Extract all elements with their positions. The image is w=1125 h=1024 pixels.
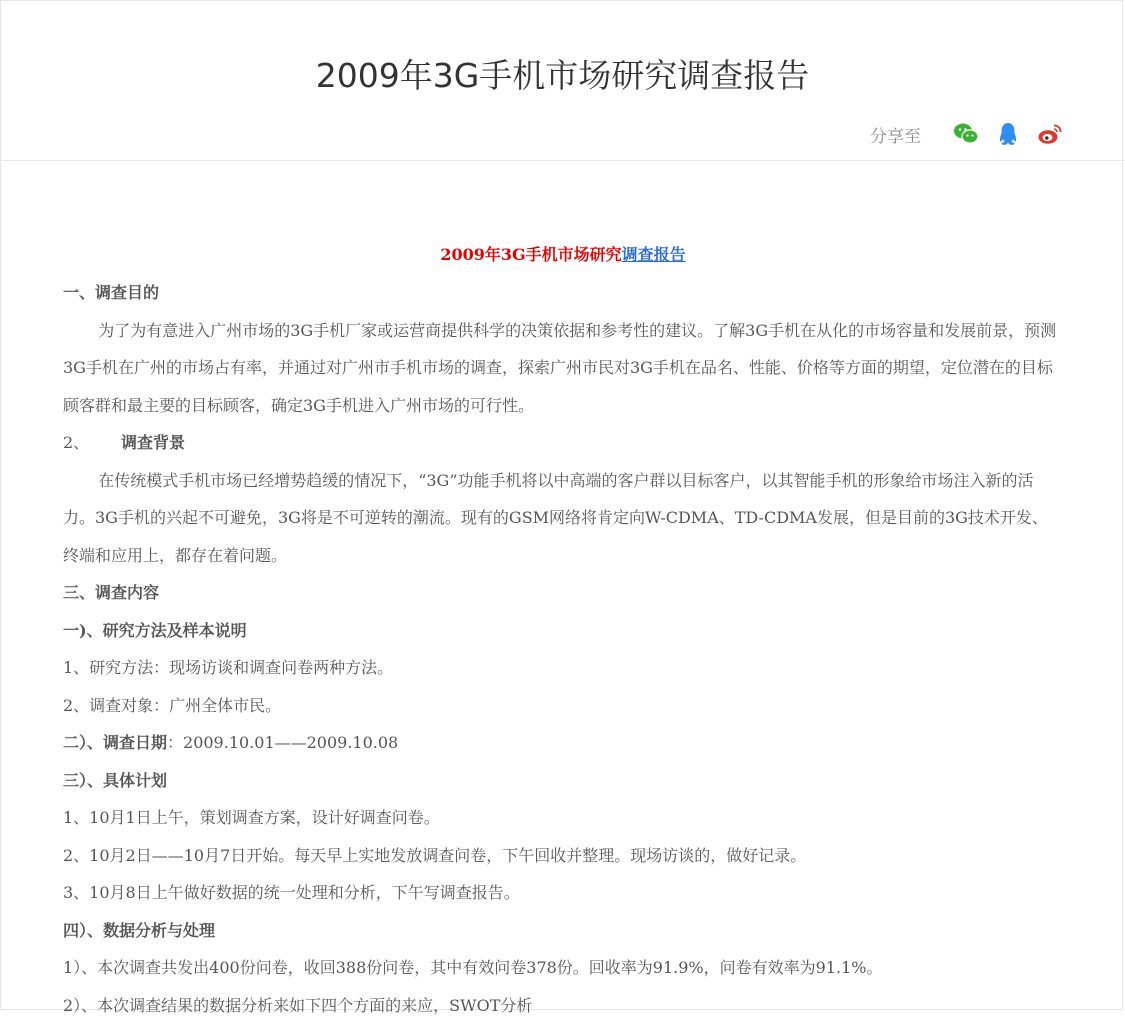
list-item: 2、调查对象：广州全体市民。: [63, 687, 1063, 725]
paragraph-background: 在传统模式手机市场已经增势趋缓的情况下，“3G”功能手机将以中高端的客户群以目标客户，以其智能手机的形象给市场注入新的活力。3G手机的兴起不可避免，3G将是不可逆转的潮流。现有的GSM网络将肯定向W-CDMA、TD-CDMA发展，但是目前的3G技术开发、终端和应用上，都存在着问题。: [63, 462, 1063, 575]
document-title-text: 2009年3G手机市场研究: [440, 245, 621, 264]
section-number: 2、: [63, 424, 121, 462]
section-heading-content: 三、调查内容: [63, 574, 1063, 612]
wechat-icon[interactable]: [953, 121, 979, 147]
page-title: 2009年3G手机市场研究调查报告: [0, 50, 1125, 97]
subheading-date-label: 二）、调查日期: [63, 733, 167, 752]
section-heading-text: 调查背景: [121, 433, 185, 452]
list-item: 2）、本次调查结果的数据分析来如下四个方面的来应，SWOT分析: [63, 987, 1063, 1024]
share-label: 分享至: [870, 122, 921, 147]
list-item: 1、10月1日上午，策划调查方案，设计好调查问卷。: [63, 799, 1063, 837]
subheading-method: 一)、研究方法及样本说明: [63, 612, 1063, 650]
page-header: [0, 0, 1125, 161]
list-item: 3、10月8日上午做好数据的统一处理和分析，下午写调查报告。: [63, 874, 1063, 912]
list-item: 1、研究方法：现场访谈和调查问卷两种方法。: [63, 649, 1063, 687]
document-title: [63, 236, 1063, 274]
list-item: 2、10月2日——10月7日开始。每天早上实地发放调查问卷，下午回收并整理。现场访谈的，做好记录。: [63, 837, 1063, 875]
section-heading-purpose: 一、调查目的: [63, 274, 1063, 312]
share-bar: [870, 120, 1063, 148]
weibo-icon[interactable]: [1037, 121, 1063, 147]
subheading-plan: 三）、具体计划: [63, 762, 1063, 800]
qq-icon[interactable]: [995, 121, 1021, 147]
paragraph-purpose: 为了为有意进入广州市场的3G手机厂家或运营商提供科学的决策依据和参考性的建议。了解3G手机在从化的市场容量和发展前景，预测3G手机在广州的市场占有率，并通过对广州市手机市场的调查，探索广州市民对3G手机在品名、性能、价格等方面的期望，定位潜在的目标顾客群和最主要的目标顾客，确定3G手机进入广州市场的可行性。: [63, 312, 1063, 425]
report-link[interactable]: 调查报告: [622, 245, 686, 264]
subheading-date: [63, 724, 1063, 762]
section-heading-background: [63, 424, 1063, 462]
list-item: 1）、本次调查共发出400份问卷，收回388份问卷，其中有效问卷378份。回收率为91.9%，问卷有效率为91.1%。: [63, 949, 1063, 987]
article-body: [63, 236, 1063, 1024]
section-heading-analysis: 四）、数据分析与处理: [63, 912, 1063, 950]
subheading-date-value: ：2009.10.01——2009.10.08: [167, 733, 398, 752]
